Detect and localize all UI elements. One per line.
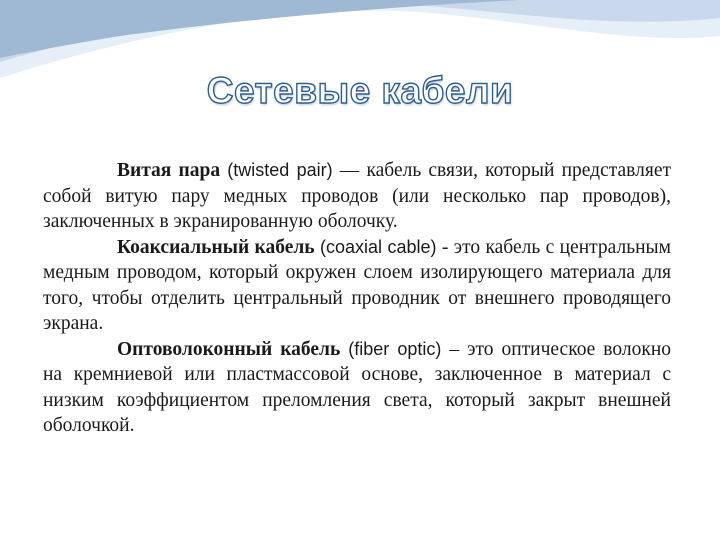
paragraph-twisted-pair: [43, 158, 671, 235]
english-twisted-pair: (twisted pair): [227, 160, 333, 180]
paragraph-fiber-optic: [43, 337, 671, 439]
definition-twisted-pair: — кабель связи, который представляет собой витую пару медных проводов (или несколько пар проводов), заключенных в экранированную оболочку.: [43, 160, 671, 232]
paragraph-coaxial-cable: [43, 235, 671, 337]
term-coaxial-cable: Коаксиальный кабель: [117, 236, 315, 258]
term-fiber-optic: Оптоволоконный кабель: [117, 338, 341, 360]
english-coaxial-cable: (coaxial cable): [319, 236, 437, 257]
slide-body: [43, 158, 671, 439]
term-twisted-pair: Витая пара: [117, 160, 221, 181]
slide-title: Сетевые кабели: [206, 70, 514, 111]
definition-coaxial-cable: - это кабель с центральным медным проводом, который окружен слоем изолирующего материала для того, чтобы отделить центральный проводник от внешнего проводящего экрана.: [43, 236, 671, 334]
english-fiber-optic: (fiber optic): [348, 338, 442, 359]
definition-fiber-optic: – это оптическое волокно на кремниевой или пластмассовой основе, заключенное в материал с низким коэффициентом преломления света, который закрыт внешней оболочкой.: [43, 338, 672, 436]
